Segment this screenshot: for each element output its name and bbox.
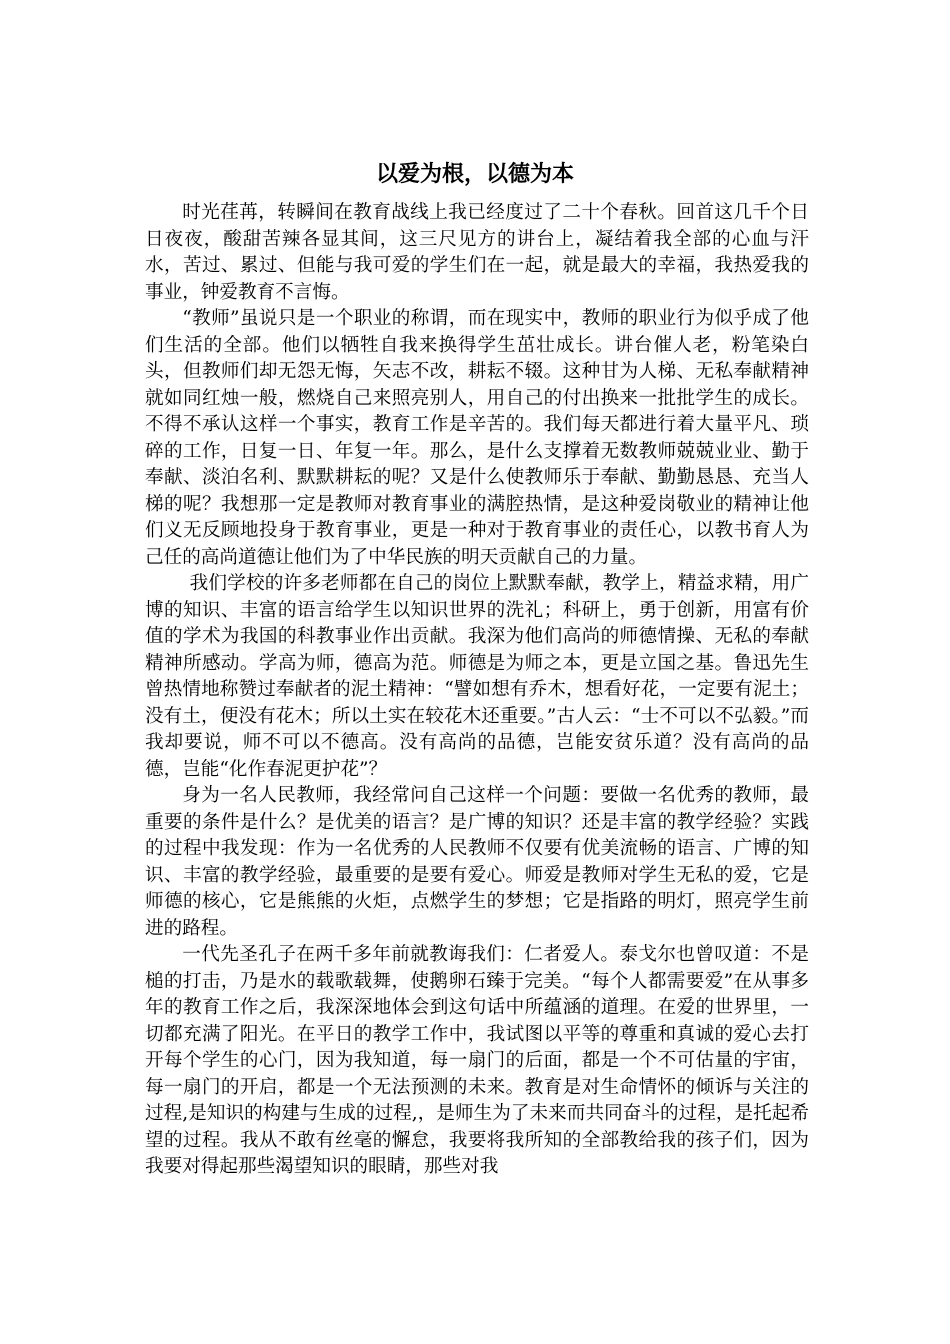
paragraph-4: 身为一名人民教师，我经常问自己这样一个问题：要做一名优秀的教师，最重要的条件是什么？是优美的语言？是广博的知识？还是丰富的教学经验？实践的过程中我发现：作为一名优秀的人民教师不仅要有优美流畅的语言、广博的知识、丰富的教学经验，最重要的是要有爱心。师爱是教师对学生无私的爱，它是师德的核心，它是熊熊的火炬，点燃学生的梦想；它是指路的明灯，照亮学生前进的路程。 — [145, 785, 809, 939]
paragraph-3: 我们学校的许多老师都在自己的岗位上默默奉献，教学上，精益求精，用广博的知识、丰富的语言给学生以知识世界的洗礼；科研上，勇于创新，用富有价值的学术为我国的科教事业作出贡献。我深为他们高尚的师德情操、无私的奉献精神所感动。学高为师，德高为范。师德是为师之本，更是立国之基。鲁迅先生曾热情地称赞过奉献者的泥土精神：“譬如想有乔木，想看好花，一定要有泥土；没有土，便没有花木；所以土实在较花木还重要。”古人云：“士不可以不弘毅。”而我却要说，师不可以不德高。没有高尚的品德，岂能安贫乐道？没有高尚的品德，岂能“化作春泥更护花”？ — [145, 573, 809, 780]
paragraph-5: 一代先圣孔子在两千多年前就教诲我们：仁者爱人。泰戈尔也曾叹道：不是槌的打击，乃是水的载歌载舞，使鹅卵石臻于完美。“每个人都需要爱”在从事多年的教育工作之后，我深深地体会到这句话中所蕴涵的道理。在爱的世界里，一切都充满了阳光。在平日的教学工作中，我试图以平等的尊重和真诚的爱心去打开每个学生的心门，因为我知道，每一扇门的后面，都是一个不可估量的宇宙，每一扇门的开启，都是一个无法预测的未来。教育是对生命情怀的倾诉与关注的过程,是知识的构建与生成的过程,，是师生为了未来而共同奋斗的过程，是托起希望的过程。我从不敢有丝毫的懈怠，我要将我所知的全部教给我的孩子们，因为我要对得起那些渴望知识的眼睛，那些对我 — [145, 944, 809, 1177]
document-title: 以爱为根，以德为本 — [375, 162, 574, 187]
document-body — [145, 200, 809, 1181]
paragraph-1: 时光荏苒，转瞬间在教育战线上我已经度过了二十个春秋。回首这几千个日日夜夜，酸甜苦辣各显其间，这三尺见方的讲台上，凝结着我全部的心血与汗水，苦过、累过、但能与我可爱的学生们在一起，就是最大的幸福，我热爱我的事业，钟爱教育不言悔。 — [145, 202, 809, 303]
paragraph-2: “教师”虽说只是一个职业的称谓，而在现实中，教师的职业行为似乎成了他们生活的全部。他们以牺牲自我来换得学生茁壮成长。讲台催人老，粉笔染白头，但教师们却无怨无悔，矢志不改，耕耘不辍。这种甘为人梯、无私奉献精神就如同红烛一般，燃烧自己来照亮别人，用自己的付出换来一批批学生的成长。不得不承认这样一个事实，教育工作是辛苦的。我们每天都进行着大量平凡、琐碎的工作，日复一日、年复一年。那么，是什么支撑着无数教师兢兢业业、勤于奉献、淡泊名利、默默耕耘的呢？又是什么使教师乐于奉献、勤勤恳恳、充当人梯的呢？我想那一定是教师对教育事业的满腔热情，是这种爱岗敬业的精神让他们义无反顾地投身于教育事业，更是一种对于教育事业的责任心，以教书育人为己任的高尚道德让他们为了中华民族的明天贡献自己的力量。 — [145, 308, 809, 568]
